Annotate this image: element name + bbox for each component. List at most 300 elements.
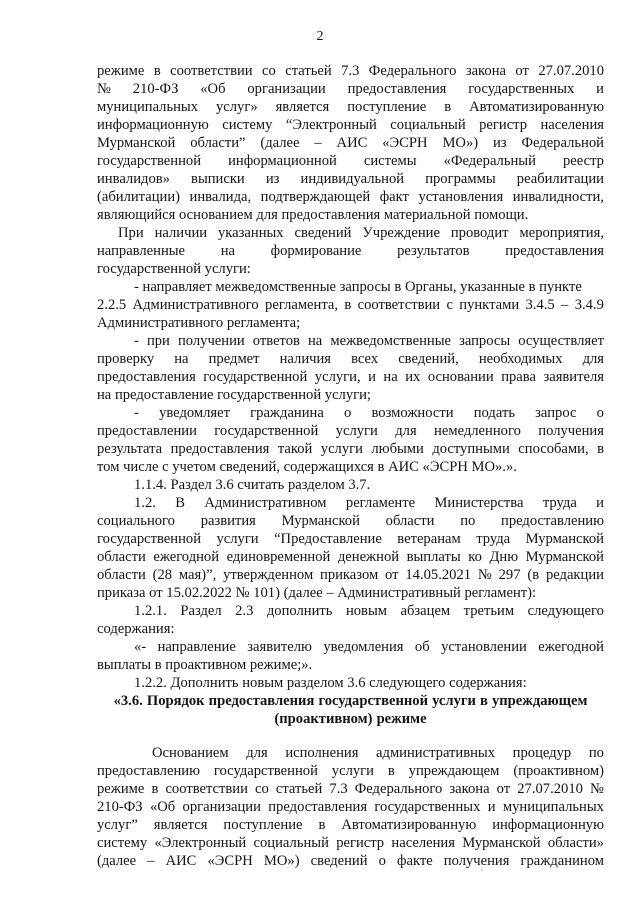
word: предоставлению	[501, 513, 604, 529]
word: Основанием	[152, 745, 229, 761]
word: указанных	[218, 225, 284, 241]
word: Органы,	[404, 279, 457, 295]
word: режиме	[376, 711, 427, 727]
text-line	[134, 333, 604, 351]
word: государственной	[217, 387, 322, 403]
word: предмет	[208, 351, 260, 367]
word: единовременной	[226, 549, 331, 565]
word: содержания:	[449, 675, 527, 691]
word: «-	[134, 639, 147, 655]
word: области»	[547, 835, 604, 851]
word: права	[501, 369, 536, 385]
word: дополнить	[266, 603, 333, 619]
text-line	[97, 693, 604, 711]
word: государственной	[203, 369, 308, 385]
word: реабилитации	[516, 171, 604, 187]
text-line	[97, 531, 604, 549]
word: заявителя	[543, 369, 604, 385]
word: новым	[242, 675, 284, 691]
word: и	[596, 495, 604, 511]
word: инвалида,	[189, 189, 252, 205]
word: от	[496, 781, 511, 797]
word: являющийся	[97, 207, 176, 223]
word: государственной	[97, 261, 202, 277]
word: «ЭСРН	[382, 135, 428, 151]
word: является	[153, 817, 208, 833]
word: 27.07.2010	[517, 781, 583, 797]
word: том	[97, 459, 120, 475]
word: МО».».	[471, 459, 517, 475]
word: (далее	[283, 585, 323, 601]
text-line	[97, 585, 604, 603]
word: следующего	[527, 603, 604, 619]
word: подтверждающей	[260, 189, 371, 205]
word: любыми	[371, 441, 424, 457]
word: Административный	[337, 585, 461, 601]
word: социального	[97, 513, 175, 529]
text-line	[97, 441, 604, 459]
word: получения	[443, 853, 510, 869]
text-line	[134, 495, 604, 513]
text-line	[134, 675, 604, 693]
word: разделом	[286, 675, 344, 691]
word: Мурманской	[462, 835, 541, 851]
word: доступными	[432, 441, 510, 457]
word: услуг»	[216, 99, 258, 115]
scan-speck	[481, 869, 483, 871]
word: направленные	[97, 243, 186, 259]
word: от	[149, 585, 163, 601]
word: услуги	[320, 441, 363, 457]
word: 101)	[253, 585, 280, 601]
word: регламент):	[464, 585, 537, 601]
word: содержащихся	[283, 459, 374, 475]
word: проверку	[97, 351, 155, 367]
word: государственной	[97, 153, 202, 169]
word: государственной	[214, 423, 319, 439]
word: предоставления	[281, 207, 381, 223]
word: формирование	[270, 243, 362, 259]
word: такой	[277, 441, 313, 457]
word: (далее	[260, 135, 300, 151]
word: 2.3	[235, 603, 254, 619]
word: для	[582, 351, 604, 367]
word: АИС	[388, 459, 419, 475]
word: следующего	[369, 675, 446, 691]
text-line	[134, 603, 604, 621]
word: инвалидности,	[512, 189, 604, 205]
word: приказом	[320, 567, 379, 583]
word: режиме	[97, 63, 145, 79]
text-line	[97, 763, 604, 781]
word: получении	[177, 333, 245, 349]
word: пункте	[539, 279, 582, 295]
word: проактивном	[165, 657, 247, 673]
word: предоставления	[347, 81, 447, 97]
word: результата	[97, 441, 163, 457]
word: сведений,	[219, 459, 281, 475]
word: –	[314, 135, 322, 151]
word: предоставления	[505, 243, 604, 259]
word: регистр	[479, 117, 528, 133]
word: по	[588, 745, 604, 761]
word: 3.4.5	[525, 297, 555, 313]
word: с	[446, 297, 453, 313]
word: Федеральной	[521, 135, 604, 151]
text-line	[97, 99, 604, 117]
word: о	[596, 405, 604, 421]
text-line	[134, 279, 604, 297]
word: выплаты	[406, 549, 461, 565]
word: социальный	[253, 835, 329, 851]
word: сведений	[310, 853, 368, 869]
word: 3.7.	[348, 477, 371, 493]
word: на	[174, 351, 189, 367]
word: со	[262, 63, 276, 79]
word: (в	[527, 567, 540, 583]
text-line	[97, 315, 604, 333]
word: №	[235, 585, 250, 601]
word: –	[326, 585, 334, 601]
word: “Электронный	[285, 117, 377, 133]
word: статьей	[285, 63, 332, 79]
word: административных	[376, 745, 496, 761]
word: Порядок	[146, 693, 205, 709]
text-line	[97, 549, 604, 567]
word: немедленного	[434, 423, 521, 439]
word: ветеранам	[397, 531, 461, 547]
word: в	[151, 781, 159, 797]
word: -	[134, 333, 139, 349]
word: области”	[190, 135, 246, 151]
word: Административного	[132, 297, 259, 313]
word: №	[477, 567, 492, 583]
word: от	[385, 567, 399, 583]
word: услуги	[335, 423, 378, 439]
word: области	[385, 513, 435, 529]
word: возможности	[371, 405, 454, 421]
word: Дню	[489, 549, 519, 565]
text-line	[97, 781, 604, 799]
word: по	[460, 513, 476, 529]
word: услуги,	[314, 369, 361, 385]
word: из	[265, 171, 280, 187]
word: направляет	[142, 279, 212, 295]
word: муниципальных	[502, 799, 604, 815]
text-line	[97, 81, 604, 99]
word: на	[383, 369, 398, 385]
word: основании	[427, 369, 494, 385]
word: (28	[152, 567, 173, 583]
word: соответствии	[170, 63, 253, 79]
word: Административного	[97, 315, 224, 331]
word: наличии	[154, 225, 208, 241]
word: «ЭСРН	[422, 459, 468, 475]
word: труда	[542, 495, 577, 511]
word: и	[368, 369, 376, 385]
word: предоставлению	[97, 763, 200, 779]
text-line	[97, 657, 604, 675]
word: является	[275, 99, 330, 115]
text-line	[97, 621, 604, 639]
word: сведений	[294, 225, 352, 241]
word: в	[377, 459, 385, 475]
word: результатов	[397, 243, 470, 259]
word: разделом	[287, 477, 345, 493]
word: 27.07.2010	[538, 63, 604, 79]
word: услуги	[432, 693, 476, 709]
word: при	[146, 333, 170, 349]
word: запрос	[535, 405, 577, 421]
word: поступление	[223, 817, 303, 833]
text-line	[134, 405, 604, 423]
word: Мурманской	[281, 513, 360, 529]
word: предоставления	[97, 369, 196, 385]
word: МО»)	[442, 135, 479, 151]
word: 7.3	[341, 63, 360, 79]
word: и	[596, 81, 604, 97]
word: помощи.	[474, 207, 529, 223]
word: “Предоставление	[274, 531, 382, 547]
word: с	[162, 459, 169, 475]
word: (проактивном)	[274, 711, 373, 727]
word: на	[97, 387, 112, 403]
word: в	[387, 763, 395, 779]
word: исполнения	[285, 745, 359, 761]
word: 15.02.2022	[166, 585, 232, 601]
word: 2.2.5	[97, 297, 127, 313]
word: всех	[351, 351, 379, 367]
word: государственных	[374, 799, 481, 815]
word: получения	[538, 423, 604, 439]
word: пунктами	[459, 297, 520, 313]
text-line	[97, 153, 604, 171]
word: Мурманской	[525, 531, 604, 547]
word: «Об	[200, 81, 226, 97]
word: на	[308, 333, 323, 349]
word: в	[394, 279, 402, 295]
word: из	[493, 135, 507, 151]
text-line	[97, 171, 604, 189]
text-line	[97, 297, 604, 315]
word: межведомственные	[215, 279, 336, 295]
word: предоставление	[114, 387, 214, 403]
word: для	[246, 745, 268, 761]
text-line	[97, 459, 604, 477]
word: в	[444, 99, 452, 115]
word: (далее	[97, 853, 137, 869]
word: от	[515, 63, 529, 79]
word: мая)”,	[178, 567, 217, 583]
word: государственной	[97, 531, 202, 547]
word: труда	[476, 531, 511, 547]
word: «ЭСРН	[207, 853, 253, 869]
word: запросы	[459, 333, 511, 349]
word: статьей	[275, 781, 323, 797]
text-line	[97, 189, 604, 207]
word: указанные	[460, 279, 525, 295]
word: государственной	[318, 693, 428, 709]
page-number: 2	[316, 29, 324, 44]
word: упреждающем	[408, 763, 500, 779]
word: систему	[222, 117, 273, 133]
word: 3.6	[347, 675, 366, 691]
word: «Об	[149, 799, 176, 815]
word: населения	[540, 117, 604, 133]
word: установления	[418, 189, 504, 205]
word: приказа	[97, 585, 146, 601]
word: регламента,	[265, 297, 339, 313]
word: -	[134, 405, 139, 421]
word: предоставления	[268, 799, 368, 815]
word: установлении	[441, 639, 527, 655]
word: «Электронный	[154, 835, 247, 851]
text-line	[97, 513, 604, 531]
word: –	[561, 297, 569, 313]
word: соответствии	[357, 297, 441, 313]
word: редакции	[545, 567, 604, 583]
word: уведомляет	[159, 405, 230, 421]
word: необходимых	[478, 351, 563, 367]
word: регистр	[336, 835, 385, 851]
word: закона	[449, 781, 490, 797]
word: 3.6	[215, 477, 234, 493]
word: Автоматизированную	[341, 817, 477, 833]
word: соответствии	[165, 781, 248, 797]
word: организации	[182, 799, 261, 815]
word: осуществляет	[518, 333, 604, 349]
word: режиме	[97, 781, 145, 797]
word: области	[97, 567, 146, 583]
word: «Федеральный	[443, 153, 536, 169]
word: №	[97, 81, 111, 97]
word: для	[395, 423, 417, 439]
text-line	[97, 567, 604, 585]
word: выплаты	[97, 657, 152, 673]
word: для	[256, 207, 278, 223]
word: в	[344, 297, 352, 313]
word: материальной	[383, 207, 471, 223]
word: АИС	[336, 135, 368, 151]
word: денежной	[337, 549, 400, 565]
word: уведомления	[323, 639, 404, 655]
word: в	[597, 441, 604, 457]
word: направление	[157, 639, 236, 655]
word: 210-ФЗ	[97, 799, 143, 815]
word: В	[175, 495, 185, 511]
text-line	[97, 711, 604, 729]
word: информационную	[97, 117, 209, 133]
word: Автоматизированную	[469, 99, 604, 115]
word: развития	[200, 513, 256, 529]
word: ежегодной	[538, 639, 604, 655]
word: информационную	[492, 817, 604, 833]
word: предоставлении	[97, 423, 197, 439]
text-line	[97, 207, 604, 225]
word: факте	[397, 853, 433, 869]
word: предоставления	[208, 693, 315, 709]
word: 3.4.9	[574, 297, 604, 313]
word: ежегодной	[153, 549, 220, 565]
word: в	[480, 693, 488, 709]
word: ко	[468, 549, 482, 565]
word: населения	[391, 835, 455, 851]
word: Министерства	[434, 495, 524, 511]
word: межведомственные	[330, 333, 451, 349]
word: заявителю	[247, 639, 312, 655]
text-line	[97, 423, 604, 441]
word: №	[589, 781, 604, 797]
word: систему	[97, 835, 148, 851]
word: учетом	[172, 459, 216, 475]
word: новым	[345, 603, 387, 619]
word: организации	[247, 81, 326, 97]
word: услуги	[331, 763, 374, 779]
word: считать	[237, 477, 285, 493]
word: в	[528, 279, 536, 295]
text-line	[134, 477, 604, 495]
word: содержания:	[97, 621, 175, 637]
word: 210-ФЗ	[132, 81, 179, 97]
word: АИС	[165, 853, 197, 869]
text-line	[97, 117, 604, 135]
text-line	[97, 135, 604, 153]
word: 297	[498, 567, 521, 583]
word: Раздел	[170, 477, 212, 493]
word: числе	[123, 459, 159, 475]
word: поступление	[347, 99, 427, 115]
word: об	[414, 639, 430, 655]
word: социальный	[390, 117, 466, 133]
word: Учреждение	[362, 225, 440, 241]
word: режиме;».	[249, 657, 313, 673]
word: проводит	[450, 225, 509, 241]
word: регламенте	[345, 495, 416, 511]
word: государственной	[213, 763, 318, 779]
word: муниципальных	[97, 99, 199, 115]
word: Раздел	[180, 603, 222, 619]
word: со	[255, 781, 269, 797]
word: закона	[465, 63, 506, 79]
word: упреждающем	[491, 693, 588, 709]
word: -	[134, 279, 139, 295]
word: на	[220, 243, 235, 259]
word: подать	[473, 405, 515, 421]
word: выписки	[191, 171, 245, 187]
word: их	[405, 369, 421, 385]
word: услуг”	[97, 817, 138, 833]
word: При	[118, 225, 144, 241]
word: наличия	[279, 351, 331, 367]
word: процедур	[512, 745, 572, 761]
word: системы	[363, 153, 417, 169]
word: Федерального	[354, 781, 443, 797]
word: о	[378, 853, 386, 869]
word: 7.3	[329, 781, 348, 797]
text-line	[97, 835, 604, 853]
word: в	[318, 817, 326, 833]
word: в	[154, 657, 162, 673]
word: МО»)	[263, 853, 300, 869]
text-line	[118, 225, 604, 243]
word: Дополнить	[170, 675, 239, 691]
word: 1.2.1.	[134, 603, 167, 619]
word: абзацем	[400, 603, 451, 619]
word: основанием	[179, 207, 253, 223]
word: инвалидов»	[97, 171, 170, 187]
word: 1.2.	[134, 495, 156, 511]
word: индивидуальной	[300, 171, 405, 187]
